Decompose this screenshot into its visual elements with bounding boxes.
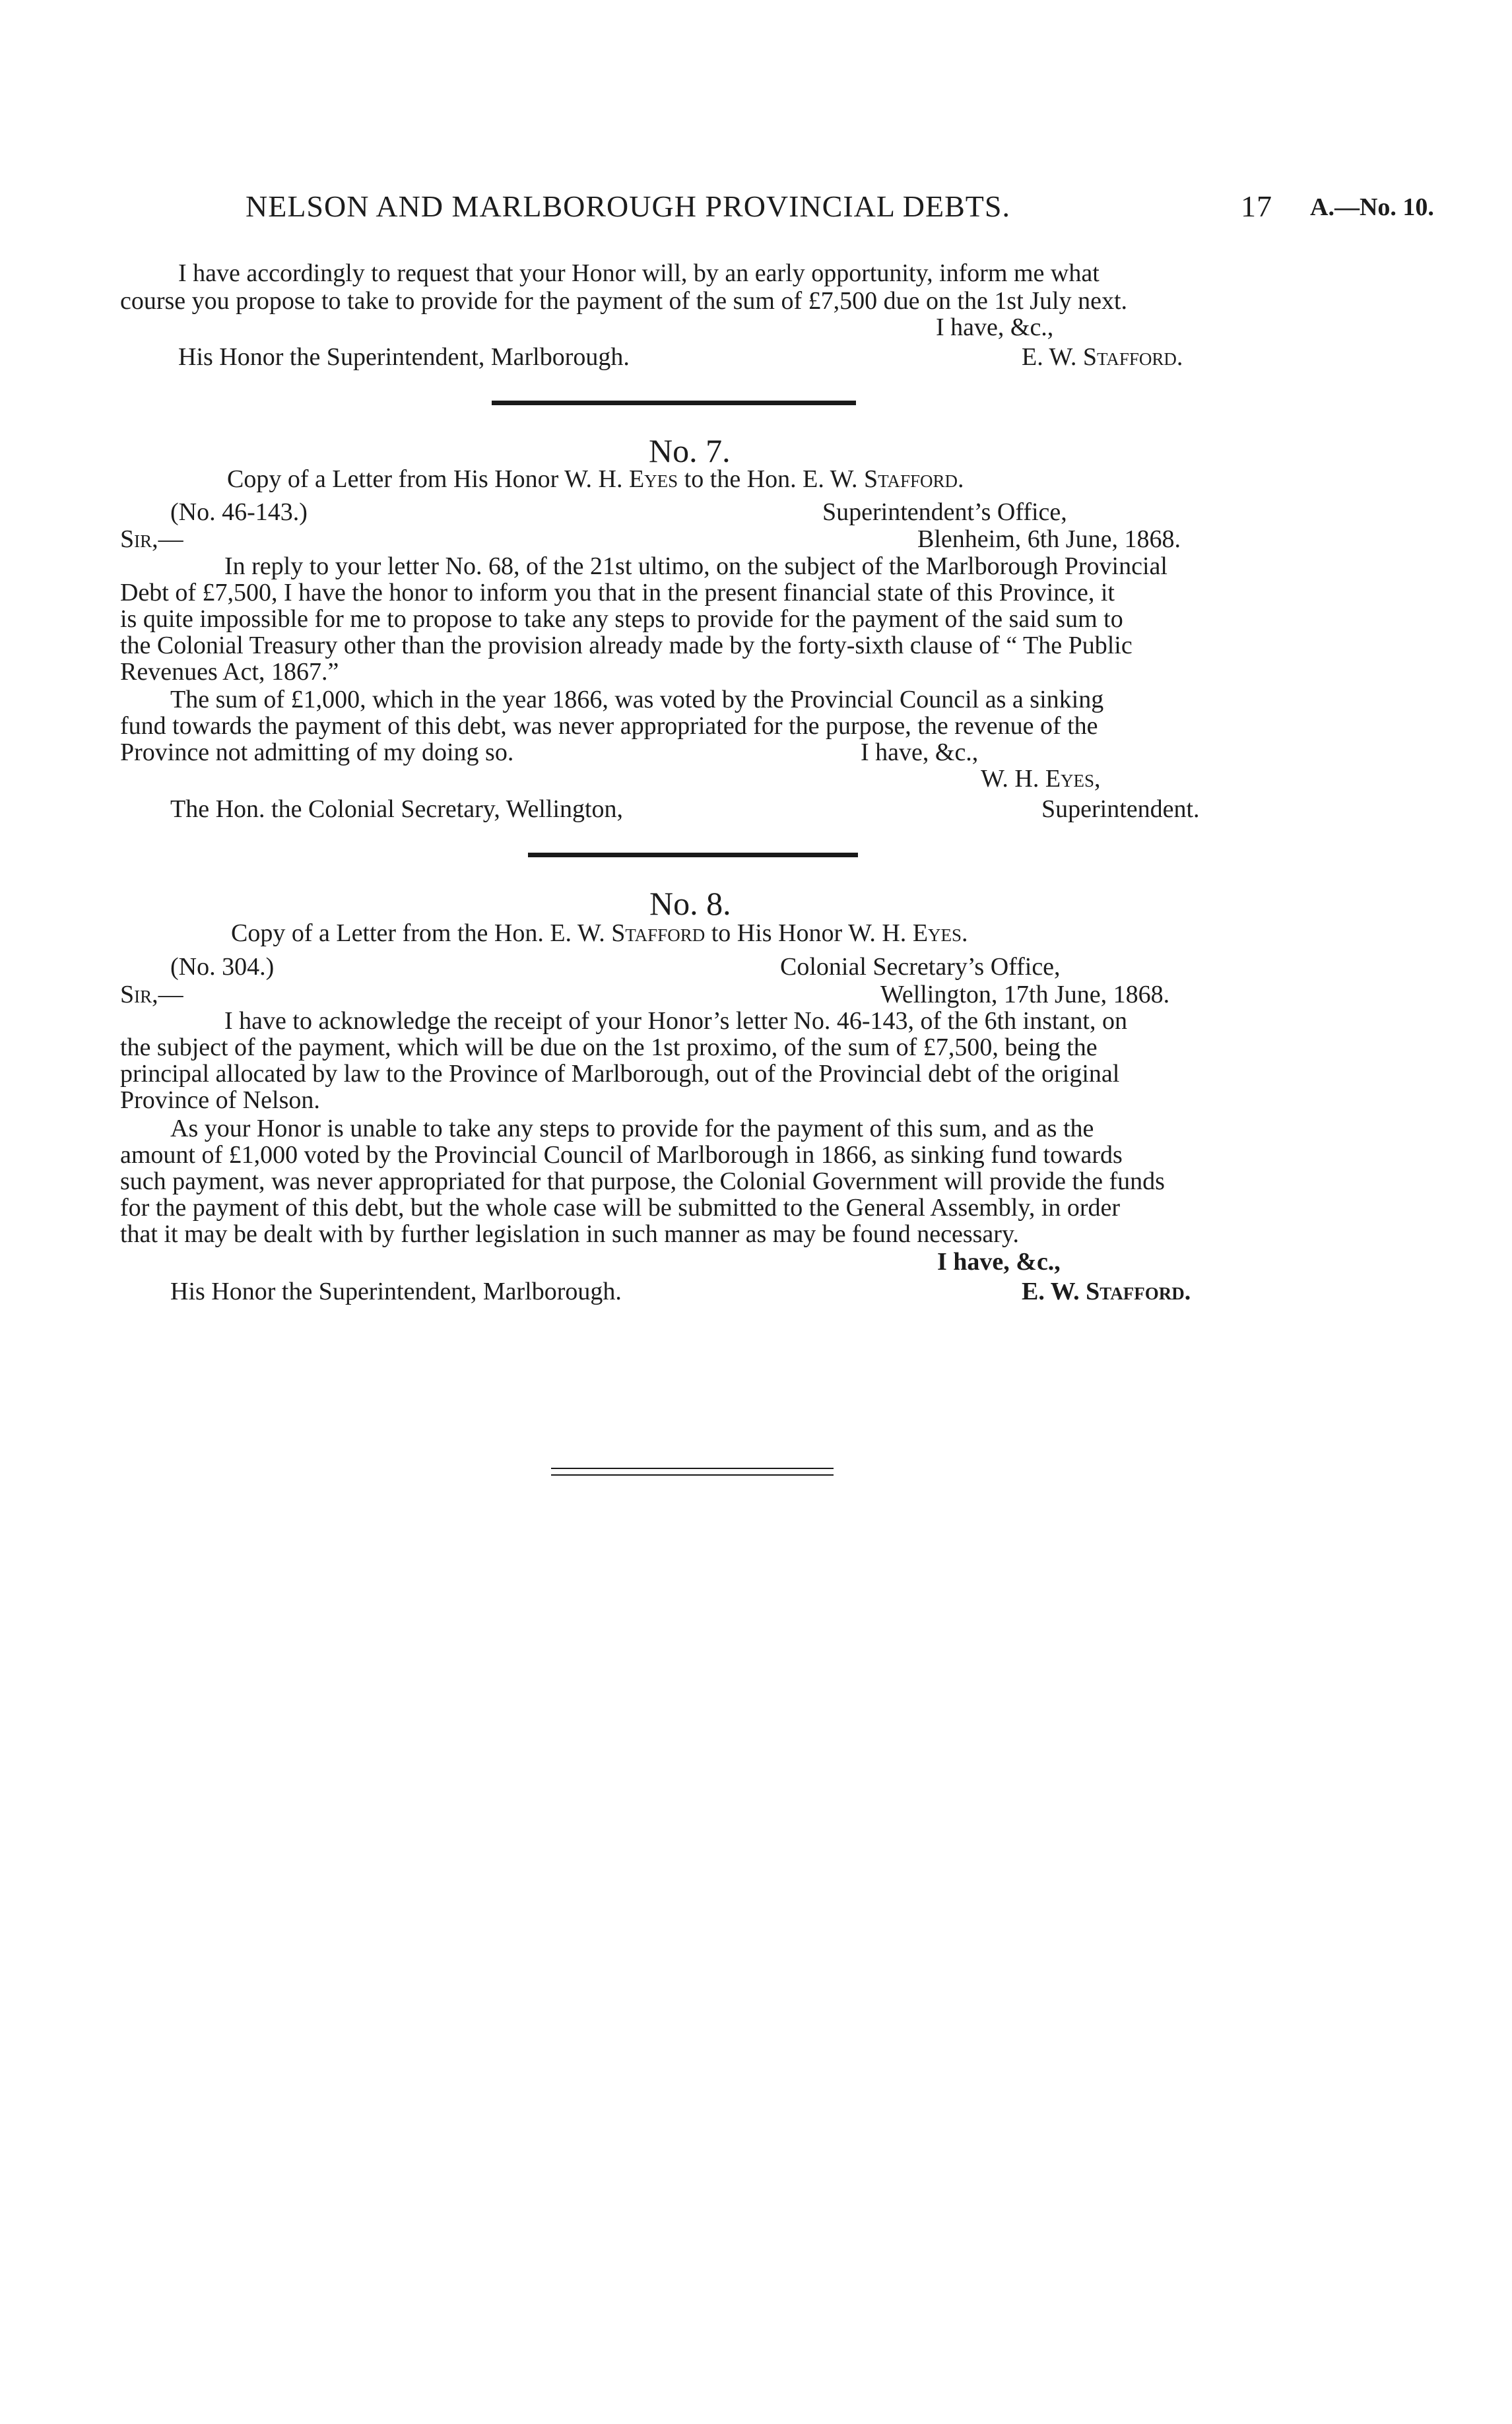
paragraph-line: The sum of £1,000, which in the year 1866, was voted by the Provincial Council as a sinking [170,686,1104,713]
letter-number: No. 8. [649,885,731,922]
section-divider [528,853,858,857]
page-title: NELSON AND MARLBOROUGH PROVINCIAL DEBTS. [246,189,1010,223]
signature: W. H. Eyes, [981,765,1101,793]
intro-line: course you propose to take to provide for the payment of the sum of £7,500 due on the 1st July next. [120,287,1128,315]
salutation: Sir,— [120,525,183,553]
paragraph-line: the subject of the payment, which will be due on the 1st proximo, of the sum of £7,500, being the [120,1033,1098,1061]
paragraph-line: is quite impossible for me to propose to take any steps to provide for the payment of the said sum to [120,605,1123,633]
heading-name: Stafford. [864,465,964,493]
paragraph-line: amount of £1,000 voted by the Provincial Council of Marlborough in 1866, as sinking fund towards [120,1141,1123,1169]
heading-text: to the Hon. E. W. [684,465,858,493]
paragraph-line: Province not admitting of my doing so. [120,738,514,766]
place-date: Wellington, 17th June, 1868. [880,981,1170,1008]
paragraph-line: principal allocated by law to the Province of Marlborough, out of the Provincial debt of the original [120,1060,1120,1088]
signature: E. W. Stafford. [1022,343,1183,371]
paragraph-line: that it may be dealt with by further legislation in such manner as may be found necessary. [120,1220,1019,1248]
heading-text: to His Honor W. H. [711,919,907,947]
paragraph-line: for the payment of this debt, but the whole case will be submitted to the General Assembly, in order [120,1194,1121,1222]
paragraph-line: such payment, was never appropriated for that purpose, the Colonial Government will provide the funds [120,1167,1165,1195]
signature-title: Superintendent. [1041,795,1200,823]
office: Colonial Secretary’s Office, [780,953,1061,981]
addressee: His Honor the Superintendent, Marlborough. [170,1278,622,1305]
addressee: His Honor the Superintendent, Marlborough. [178,343,630,371]
section-divider [492,401,856,405]
letter-number: No. 7. [649,432,731,469]
letter-ref: (No. 304.) [170,953,275,981]
heading-name: Eyes [628,465,678,493]
intro-line: I have accordingly to request that your Honor will, by an early opportunity, inform me what [178,259,1100,287]
letter-heading [231,920,968,946]
heading-text: Copy of a Letter from His Honor W. H. [227,465,623,493]
paragraph-line: Province of Nelson. [120,1086,320,1114]
paragraph-line: Revenues Act, 1867.” [120,658,339,686]
closing: I have, &c., [936,313,1054,341]
letter-ref: (No. 46-143.) [170,498,308,526]
heading-name: Stafford [611,919,706,947]
closing: I have, &c., [861,738,979,766]
paper-reference: A.—No. 10. [1310,193,1434,221]
heading-name: Eyes. [912,919,968,947]
closing: I have, &c., [937,1248,1061,1276]
signature: E. W. Stafford. [1022,1278,1191,1305]
paragraph-line: In reply to your letter No. 68, of the 21st ultimo, on the subject of the Marlborough Provincial [224,552,1167,580]
page-number: 17 [1241,189,1272,223]
heading-text: Copy of a Letter from the Hon. E. W. [231,919,605,947]
letter-heading [227,466,964,492]
addressee: The Hon. the Colonial Secretary, Wellington, [170,795,624,823]
paragraph-line: fund towards the payment of this debt, was never appropriated for the purpose, the revenue of the [120,712,1098,740]
paragraph-line: Debt of £7,500, I have the honor to inform you that in the present financial state of this Province, it [120,579,1115,606]
paragraph-line: the Colonial Treasury other than the provision already made by the forty-sixth clause of “ The Public [120,632,1133,659]
paragraph-line: As your Honor is unable to take any steps to provide for the payment of this sum, and as the [170,1115,1094,1142]
office: Superintendent’s Office, [822,498,1067,526]
salutation: Sir,— [120,981,183,1008]
paragraph-line: I have to acknowledge the receipt of your Honor’s letter No. 46-143, of the 6th instant, on [224,1007,1127,1035]
place-date: Blenheim, 6th June, 1868. [917,525,1181,553]
end-rule [551,1468,834,1469]
end-rule [551,1474,834,1476]
